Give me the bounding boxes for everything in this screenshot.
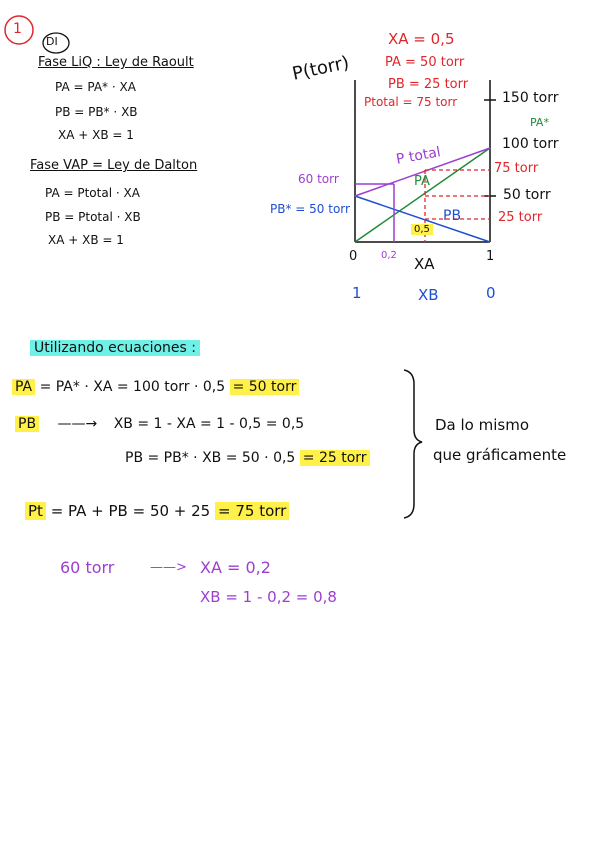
pa-label: PA [12, 379, 35, 395]
raoult-sum: XA + XB = 1 [58, 128, 134, 142]
dalton-sum: XA + XB = 1 [48, 233, 124, 247]
tick-60: 60 torr [298, 172, 339, 186]
note-line-2: que gráficamente [433, 446, 567, 464]
x-1-label: 1 [486, 249, 495, 264]
x-05-label: 0,5 [411, 224, 433, 235]
raoult-eq-a: PA = PA* · XA [55, 80, 136, 94]
pb-result: = 25 torr [300, 450, 370, 466]
given-pa: PA = 50 torr [385, 55, 465, 70]
note-line-1: Da lo mismo [435, 416, 530, 434]
given-xa: XA = 0,5 [388, 30, 455, 48]
pt-result: = 75 torr [215, 502, 289, 520]
pb-calc-row [125, 450, 370, 466]
xb-1-label: 1 [352, 284, 362, 302]
vapor-phase-title: Fase VAP = Ley de Dalton [30, 158, 198, 173]
dalton-eq-a: PA = Ptotal · XA [45, 186, 140, 200]
raoult-eq-b: PB = PB* · XB [55, 105, 138, 119]
pb-star-label: PB* = 50 torr [270, 202, 350, 216]
pa-curve-label: PA [414, 174, 430, 189]
pa-star-label: PA* [530, 116, 549, 129]
y-axis-label: P(torr) [290, 52, 352, 85]
given-pb: PB = 25 torr [388, 77, 469, 92]
equations-heading: Utilizando ecuaciones : [30, 340, 200, 356]
pb-arrow: ——→ [57, 416, 98, 432]
page-number: 1 [13, 21, 22, 37]
extra-xb: XB = 1 - 0,2 = 0,8 [200, 588, 337, 606]
section-tag: DI [46, 35, 58, 48]
pa-equation-row [12, 379, 299, 395]
pb-label: PB [15, 416, 39, 432]
pt-label: Pt [25, 502, 46, 520]
tick-100: 100 torr [502, 136, 559, 152]
x-0-label: 0 [349, 249, 358, 264]
extra-xa: XA = 0,2 [200, 558, 271, 577]
pa-result: = 50 torr [230, 379, 300, 395]
xb-0-label: 0 [486, 284, 496, 302]
pa-expression: = PA* · XA = 100 torr · 0,5 [39, 379, 226, 395]
liquid-phase-title: Fase LiQ : Ley de Raoult [38, 55, 194, 70]
brace [404, 370, 422, 518]
dalton-eq-b: PB = Ptotal · XB [45, 210, 141, 224]
tick-25: 25 torr [498, 210, 543, 225]
x-axis-label: XA [414, 255, 435, 273]
pt-equation-row [25, 502, 289, 520]
tick-75: 75 torr [494, 161, 539, 176]
ptotal-curve-label: P total [394, 144, 442, 168]
extra-arrow: ——> [150, 560, 187, 575]
pb-expression: PB = PB* · XB = 50 · 0,5 [125, 450, 296, 466]
tick-50: 50 torr [503, 187, 551, 203]
extra-60-torr: 60 torr [60, 558, 115, 577]
pb-curve-label: PB [443, 208, 462, 224]
pb-equation-row [15, 416, 304, 432]
x-02-label: 0,2 [381, 250, 397, 261]
pt-expression: = PA + PB = 50 + 25 [50, 502, 211, 520]
given-ptotal: Ptotal = 75 torr [364, 95, 458, 109]
xb-axis-label: XB [418, 286, 439, 304]
tick-150: 150 torr [502, 90, 559, 106]
xb-expression: XB = 1 - XA = 1 - 0,5 = 0,5 [113, 416, 305, 432]
